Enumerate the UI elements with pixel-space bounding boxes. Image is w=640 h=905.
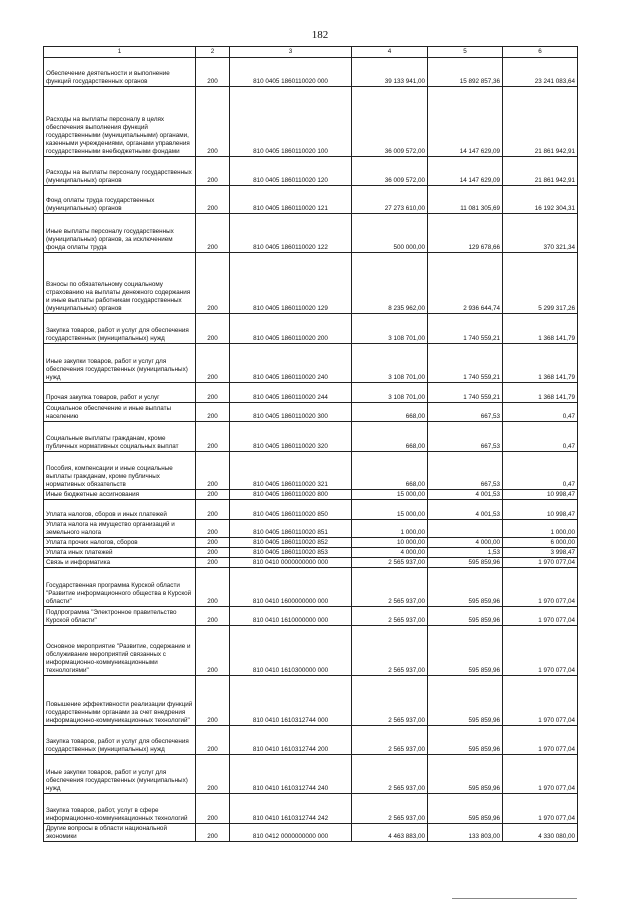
row-classification-code: 810 0405 1860110020 000 [230, 58, 352, 87]
row-line-code: 200 [196, 548, 230, 558]
row-line-code: 200 [196, 490, 230, 500]
row-approved-amount: 2 565 937,00 [352, 626, 428, 676]
row-name: Обеспечение деятельности и выполнение функций государственных органов [44, 58, 196, 87]
table-row [44, 500, 578, 520]
row-name: Закупка товаров, работ, услуг в сфере информационно-коммуникационных технологий [44, 794, 196, 824]
row-name: Уплата налога на имущество организаций и земельного налога [44, 520, 196, 538]
row-name: Закупка товаров, работ и услуг для обеспечения государственных (муниципальных) нужд [44, 314, 196, 344]
row-classification-code: 810 0410 1610312744 242 [230, 794, 352, 824]
row-approved-amount: 10 000,00 [352, 538, 428, 548]
row-remaining-amount: 1 970 077,04 [503, 568, 578, 607]
row-name: Иные выплаты персоналу государственных (муниципальных) органов, за исключением фонда оплаты труда [44, 214, 196, 253]
row-remaining-amount: 1 970 077,04 [503, 626, 578, 676]
row-line-code: 200 [196, 253, 230, 314]
row-line-code: 200 [196, 344, 230, 383]
row-approved-amount: 36 009 572,00 [352, 157, 428, 186]
row-executed-amount: 595 859,96 [428, 726, 503, 755]
row-approved-amount: 500 000,00 [352, 214, 428, 253]
row-line-code: 200 [196, 676, 230, 726]
table-row [44, 422, 578, 452]
row-executed-amount: 133 803,00 [428, 824, 503, 842]
row-name: Фонд оплаты труда государственных (муниципальных) органов [44, 186, 196, 214]
row-classification-code: 810 0405 1860110020 853 [230, 548, 352, 558]
row-executed-amount: 595 859,96 [428, 626, 503, 676]
row-executed-amount: 1 740 559,21 [428, 383, 503, 403]
row-remaining-amount: 1 970 077,04 [503, 794, 578, 824]
row-line-code: 200 [196, 87, 230, 157]
row-approved-amount: 3 108 701,00 [352, 344, 428, 383]
row-executed-amount: 4 000,00 [428, 538, 503, 548]
row-name: Иные закупки товаров, работ и услуг для обеспечения государственных (муниципальных) нужд [44, 344, 196, 383]
row-remaining-amount: 370 321,34 [503, 214, 578, 253]
table-row [44, 607, 578, 626]
row-executed-amount: 4 001,53 [428, 490, 503, 500]
table-row [44, 548, 578, 558]
row-classification-code: 810 0405 1860110020 851 [230, 520, 352, 538]
row-executed-amount: 595 859,96 [428, 607, 503, 626]
row-line-code: 200 [196, 538, 230, 548]
row-executed-amount: 595 859,96 [428, 676, 503, 726]
row-line-code: 200 [196, 422, 230, 452]
row-remaining-amount: 0,47 [503, 422, 578, 452]
row-line-code: 200 [196, 626, 230, 676]
table-row [44, 214, 578, 253]
row-executed-amount: 1,53 [428, 548, 503, 558]
table-row [44, 58, 578, 87]
row-classification-code: 810 0405 1860110020 320 [230, 422, 352, 452]
budget-table [43, 46, 578, 842]
row-approved-amount: 2 565 937,00 [352, 755, 428, 794]
table-row [44, 568, 578, 607]
row-name: Повышение эффективности реализации функций государственными органами за счет внедрения информационно-коммуникационных технологий" [44, 676, 196, 726]
row-line-code: 200 [196, 157, 230, 186]
row-name: Уплата иных платежей [44, 548, 196, 558]
row-executed-amount: 667,53 [428, 452, 503, 490]
row-classification-code: 810 0410 1610312744 200 [230, 726, 352, 755]
row-line-code: 200 [196, 452, 230, 490]
row-approved-amount: 2 565 937,00 [352, 568, 428, 607]
row-executed-amount: 1 740 559,21 [428, 314, 503, 344]
row-classification-code: 810 0405 1860110020 852 [230, 538, 352, 548]
row-remaining-amount: 23 241 083,64 [503, 58, 578, 87]
row-name: Связь и информатика [44, 558, 196, 568]
row-name: Социальное обеспечение и иные выплаты населению [44, 403, 196, 422]
row-executed-amount: 667,53 [428, 403, 503, 422]
row-line-code: 200 [196, 314, 230, 344]
column-header: 4 [352, 47, 428, 58]
row-remaining-amount: 21 861 942,91 [503, 157, 578, 186]
row-approved-amount: 668,00 [352, 422, 428, 452]
row-line-code: 200 [196, 794, 230, 824]
row-approved-amount: 2 565 937,00 [352, 607, 428, 626]
row-name: Государственная программа Курской области "Развитие информационного общества в Курской области" [44, 568, 196, 607]
row-line-code: 200 [196, 214, 230, 253]
row-line-code: 200 [196, 607, 230, 626]
row-classification-code: 810 0412 0000000000 000 [230, 824, 352, 842]
row-executed-amount: 595 859,96 [428, 558, 503, 568]
row-line-code: 200 [196, 403, 230, 422]
row-line-code: 200 [196, 186, 230, 214]
row-classification-code: 810 0405 1860110020 200 [230, 314, 352, 344]
table-row [44, 253, 578, 314]
row-name: Прочая закупка товаров, работ и услуг [44, 383, 196, 403]
row-name: Пособия, компенсации и иные социальные выплаты гражданам, кроме публичных нормативных обязательств [44, 452, 196, 490]
row-executed-amount: 1 740 559,21 [428, 344, 503, 383]
row-approved-amount: 2 565 937,00 [352, 558, 428, 568]
row-remaining-amount: 3 998,47 [503, 548, 578, 558]
row-remaining-amount: 1 368 141,79 [503, 383, 578, 403]
header-row [44, 47, 578, 58]
row-approved-amount: 4 000,00 [352, 548, 428, 558]
row-classification-code: 810 0405 1860110020 321 [230, 452, 352, 490]
table-row [44, 676, 578, 726]
row-remaining-amount: 6 000,00 [503, 538, 578, 548]
row-name: Взносы по обязательному социальному страхованию на выплаты денежного содержания и иные выплаты работникам государственных (муниципальных) органов [44, 253, 196, 314]
row-remaining-amount: 1 970 077,04 [503, 726, 578, 755]
row-classification-code: 810 0405 1860110020 121 [230, 186, 352, 214]
row-name: Социальные выплаты гражданам, кроме публичных нормативных социальных выплат [44, 422, 196, 452]
table-row [44, 794, 578, 824]
table-row [44, 186, 578, 214]
table-row [44, 452, 578, 490]
row-line-code: 200 [196, 558, 230, 568]
row-name: Иные закупки товаров, работ и услуг для обеспечения государственных (муниципальных) нужд [44, 755, 196, 794]
row-classification-code: 810 0405 1860110020 850 [230, 500, 352, 520]
row-approved-amount: 668,00 [352, 452, 428, 490]
row-classification-code: 810 0410 1600000000 000 [230, 568, 352, 607]
row-approved-amount: 8 235 962,00 [352, 253, 428, 314]
row-approved-amount: 27 273 610,00 [352, 186, 428, 214]
row-remaining-amount: 1 970 077,04 [503, 558, 578, 568]
row-name: Иные бюджетные ассигнования [44, 490, 196, 500]
row-classification-code: 810 0410 0000000000 000 [230, 558, 352, 568]
row-name: Другие вопросы в области национальной экономики [44, 824, 196, 842]
row-remaining-amount: 21 861 942,91 [503, 87, 578, 157]
row-classification-code: 810 0405 1860110020 120 [230, 157, 352, 186]
row-remaining-amount: 0,47 [503, 452, 578, 490]
row-line-code: 200 [196, 755, 230, 794]
table-row [44, 626, 578, 676]
row-approved-amount: 2 565 937,00 [352, 676, 428, 726]
row-approved-amount: 668,00 [352, 403, 428, 422]
row-remaining-amount: 4 330 080,00 [503, 824, 578, 842]
row-remaining-amount: 16 192 304,31 [503, 186, 578, 214]
row-classification-code: 810 0405 1860110020 100 [230, 87, 352, 157]
row-remaining-amount: 1 368 141,79 [503, 344, 578, 383]
row-executed-amount: 129 678,66 [428, 214, 503, 253]
row-classification-code: 810 0410 1610312744 000 [230, 676, 352, 726]
row-executed-amount: 11 081 305,69 [428, 186, 503, 214]
row-classification-code: 810 0405 1860110020 129 [230, 253, 352, 314]
row-executed-amount: 15 892 857,36 [428, 58, 503, 87]
row-classification-code: 810 0410 1610300000 000 [230, 626, 352, 676]
table-row [44, 344, 578, 383]
row-remaining-amount: 10 998,47 [503, 500, 578, 520]
row-remaining-amount: 1 000,00 [503, 520, 578, 538]
row-remaining-amount: 1 970 077,04 [503, 607, 578, 626]
row-approved-amount: 39 133 941,00 [352, 58, 428, 87]
column-header: 3 [230, 47, 352, 58]
row-approved-amount: 2 565 937,00 [352, 794, 428, 824]
table-row [44, 157, 578, 186]
footer-rule [452, 898, 577, 899]
row-executed-amount: 595 859,96 [428, 755, 503, 794]
row-classification-code: 810 0405 1860110020 800 [230, 490, 352, 500]
row-remaining-amount: 0,47 [503, 403, 578, 422]
table-row [44, 383, 578, 403]
row-line-code: 200 [196, 383, 230, 403]
table-row [44, 726, 578, 755]
row-approved-amount: 15 000,00 [352, 490, 428, 500]
row-name: Подпрограмма "Электронное правительство Курской области" [44, 607, 196, 626]
table-row [44, 314, 578, 344]
row-approved-amount: 3 108 701,00 [352, 383, 428, 403]
column-header: 6 [503, 47, 578, 58]
column-header: 2 [196, 47, 230, 58]
row-remaining-amount: 1 970 077,04 [503, 755, 578, 794]
row-name: Расходы на выплаты персоналу в целях обеспечения выполнения функций государственными (муниципальными) органами, казенными учреждениями, органами управления государственными внебюджетными фондами [44, 87, 196, 157]
table-row [44, 403, 578, 422]
row-executed-amount: 595 859,96 [428, 794, 503, 824]
row-name: Уплата налогов, сборов и иных платежей [44, 500, 196, 520]
table-body [44, 58, 578, 842]
row-executed-amount: 14 147 629,09 [428, 87, 503, 157]
row-name: Расходы на выплаты персоналу государственных (муниципальных) органов [44, 157, 196, 186]
table-row [44, 824, 578, 842]
row-executed-amount [428, 520, 503, 538]
row-classification-code: 810 0405 1860110020 244 [230, 383, 352, 403]
row-approved-amount: 3 108 701,00 [352, 314, 428, 344]
row-executed-amount: 14 147 629,09 [428, 157, 503, 186]
row-approved-amount: 15 000,00 [352, 500, 428, 520]
row-classification-code: 810 0405 1860110020 240 [230, 344, 352, 383]
row-classification-code: 810 0410 1610000000 000 [230, 607, 352, 626]
row-remaining-amount: 10 998,47 [503, 490, 578, 500]
row-approved-amount: 36 009 572,00 [352, 87, 428, 157]
row-classification-code: 810 0405 1860110020 300 [230, 403, 352, 422]
row-classification-code: 810 0410 1610312744 240 [230, 755, 352, 794]
row-classification-code: 810 0405 1860110020 122 [230, 214, 352, 253]
table-row [44, 490, 578, 500]
row-executed-amount: 2 936 644,74 [428, 253, 503, 314]
row-line-code: 200 [196, 58, 230, 87]
table-row [44, 538, 578, 548]
table-row [44, 520, 578, 538]
table-row [44, 558, 578, 568]
table-row [44, 87, 578, 157]
row-line-code: 200 [196, 726, 230, 755]
page-number: 182 [311, 29, 329, 41]
row-approved-amount: 4 463 883,00 [352, 824, 428, 842]
table-row [44, 755, 578, 794]
row-executed-amount: 595 859,96 [428, 568, 503, 607]
row-name: Закупка товаров, работ и услуг для обеспечения государственных (муниципальных) нужд [44, 726, 196, 755]
row-line-code: 200 [196, 520, 230, 538]
row-approved-amount: 2 565 937,00 [352, 726, 428, 755]
row-line-code: 200 [196, 568, 230, 607]
row-executed-amount: 667,53 [428, 422, 503, 452]
row-remaining-amount: 5 299 317,26 [503, 253, 578, 314]
column-header: 5 [428, 47, 503, 58]
row-line-code: 200 [196, 500, 230, 520]
row-name: Основное мероприятие "Развитие, содержание и обслуживание мероприятий связанных с информационно-коммуникационными технологиями" [44, 626, 196, 676]
row-line-code: 200 [196, 824, 230, 842]
row-approved-amount: 1 000,00 [352, 520, 428, 538]
row-executed-amount: 4 001,53 [428, 500, 503, 520]
row-remaining-amount: 1 970 077,04 [503, 676, 578, 726]
row-remaining-amount: 1 368 141,79 [503, 314, 578, 344]
row-name: Уплата прочих налогов, сборов [44, 538, 196, 548]
column-header: 1 [44, 47, 196, 58]
